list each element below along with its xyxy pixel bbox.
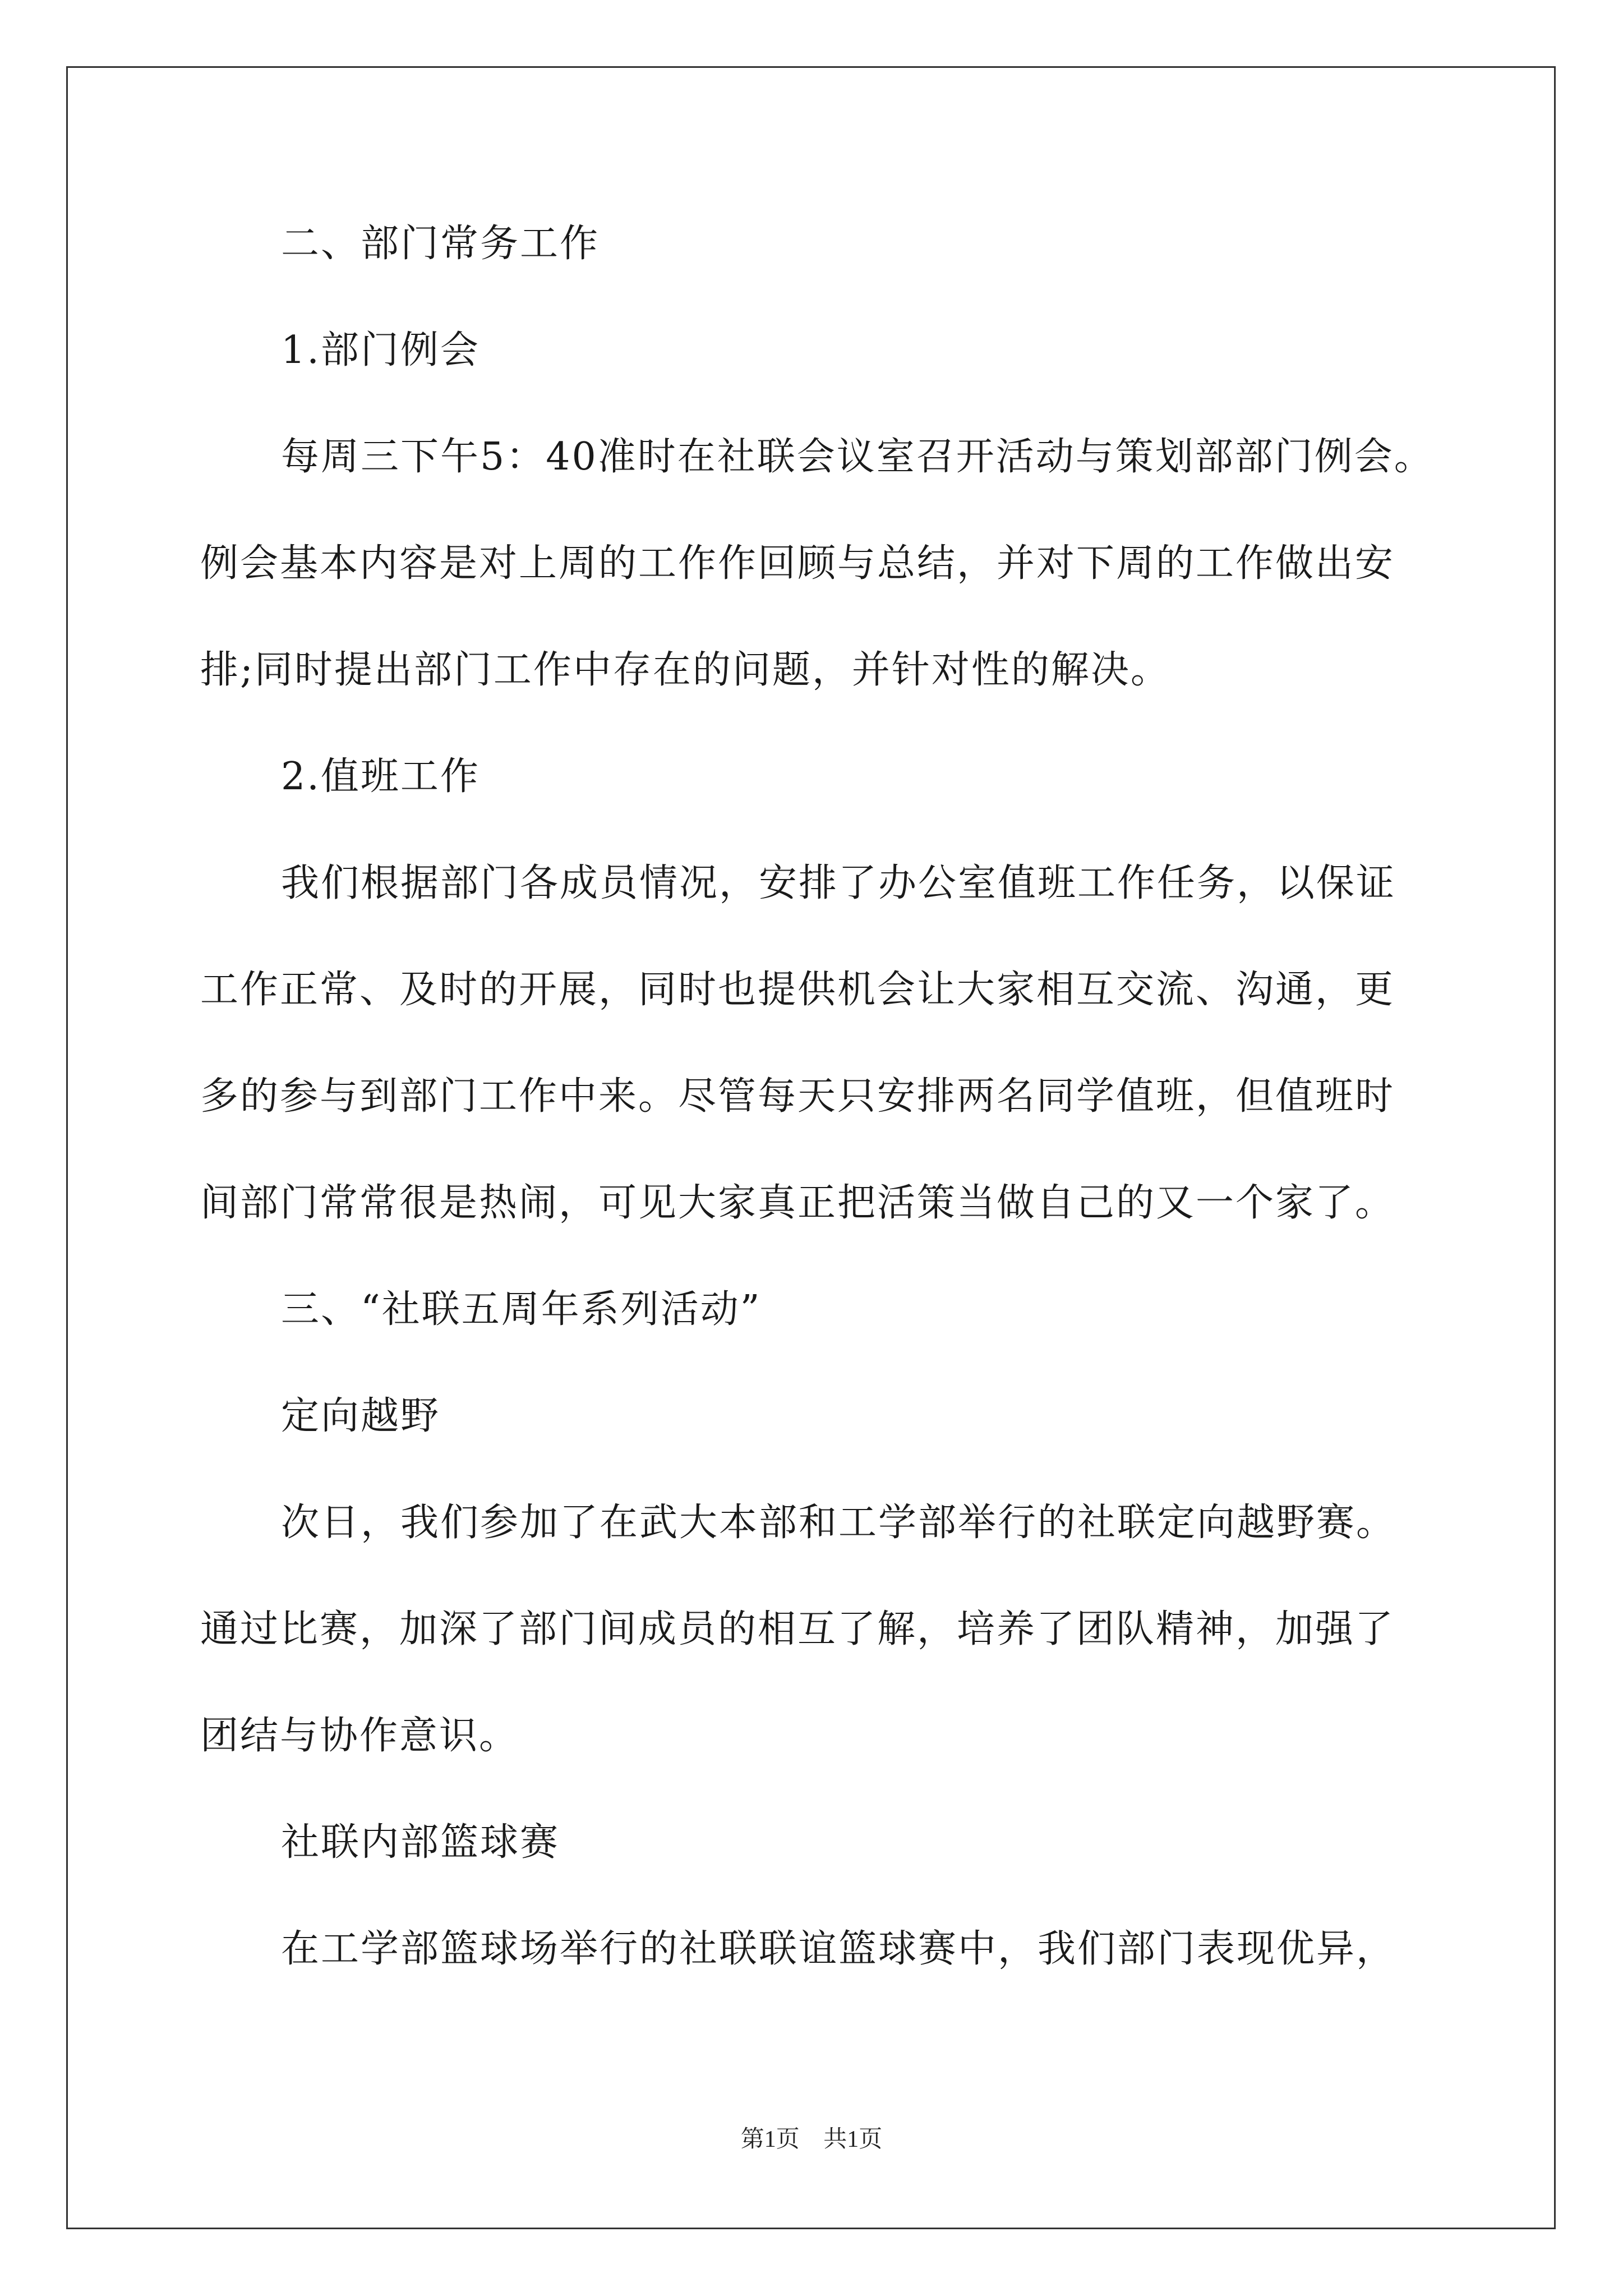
page-total: 共1页 — [823, 2127, 883, 2152]
paragraph-line: 我们根据部门各成员情况，安排了办公室值班工作任务，以保证 — [281, 861, 1396, 905]
page-footer — [0, 2120, 1623, 2154]
paragraph-line: 排;同时提出部门工作中存在的问题，并针对性的解决。 — [200, 648, 1170, 692]
paragraph-line: 间部门常常很是热闹，可见大家真正把活策当做自己的又一个家了。 — [200, 1181, 1395, 1225]
paragraph-line: 通过比赛，加深了部门间成员的相互了解，培养了团队精神，加强了 — [200, 1607, 1395, 1651]
paragraph-line: 团结与协作意识。 — [200, 1714, 519, 1758]
paragraph-line: 例会基本内容是对上周的工作作回顾与总结，并对下周的工作做出安 — [200, 541, 1395, 586]
subsection-heading: 社联内部篮球赛 — [281, 1820, 560, 1865]
subsection-heading: 定向越野 — [281, 1394, 441, 1438]
section-heading: 三、“社联五周年系列活动” — [281, 1287, 762, 1332]
paragraph-line: 工作正常、及时的开展，同时也提供机会让大家相互交流、沟通，更 — [200, 968, 1395, 1012]
page-number: 第1页 — [740, 2127, 800, 2152]
document-body — [200, 191, 1434, 2003]
paragraph-line: 次日，我们参加了在武大本部和工学部举行的社联定向越野赛。 — [281, 1501, 1396, 1545]
subsection-heading: 2.值班工作 — [281, 754, 480, 799]
paragraph-line: 多的参与到部门工作中来。尽管每天只安排两名同学值班，但值班时 — [200, 1074, 1395, 1119]
subsection-heading: 1.部门例会 — [281, 328, 480, 372]
paragraph-line: 每周三下午5：40准时在社联会议室召开活动与策划部部门例会。 — [281, 435, 1434, 479]
section-heading: 二、部门常务工作 — [281, 222, 600, 266]
paragraph-line: 在工学部篮球场举行的社联联谊篮球赛中，我们部门表现优异， — [281, 1927, 1396, 1971]
